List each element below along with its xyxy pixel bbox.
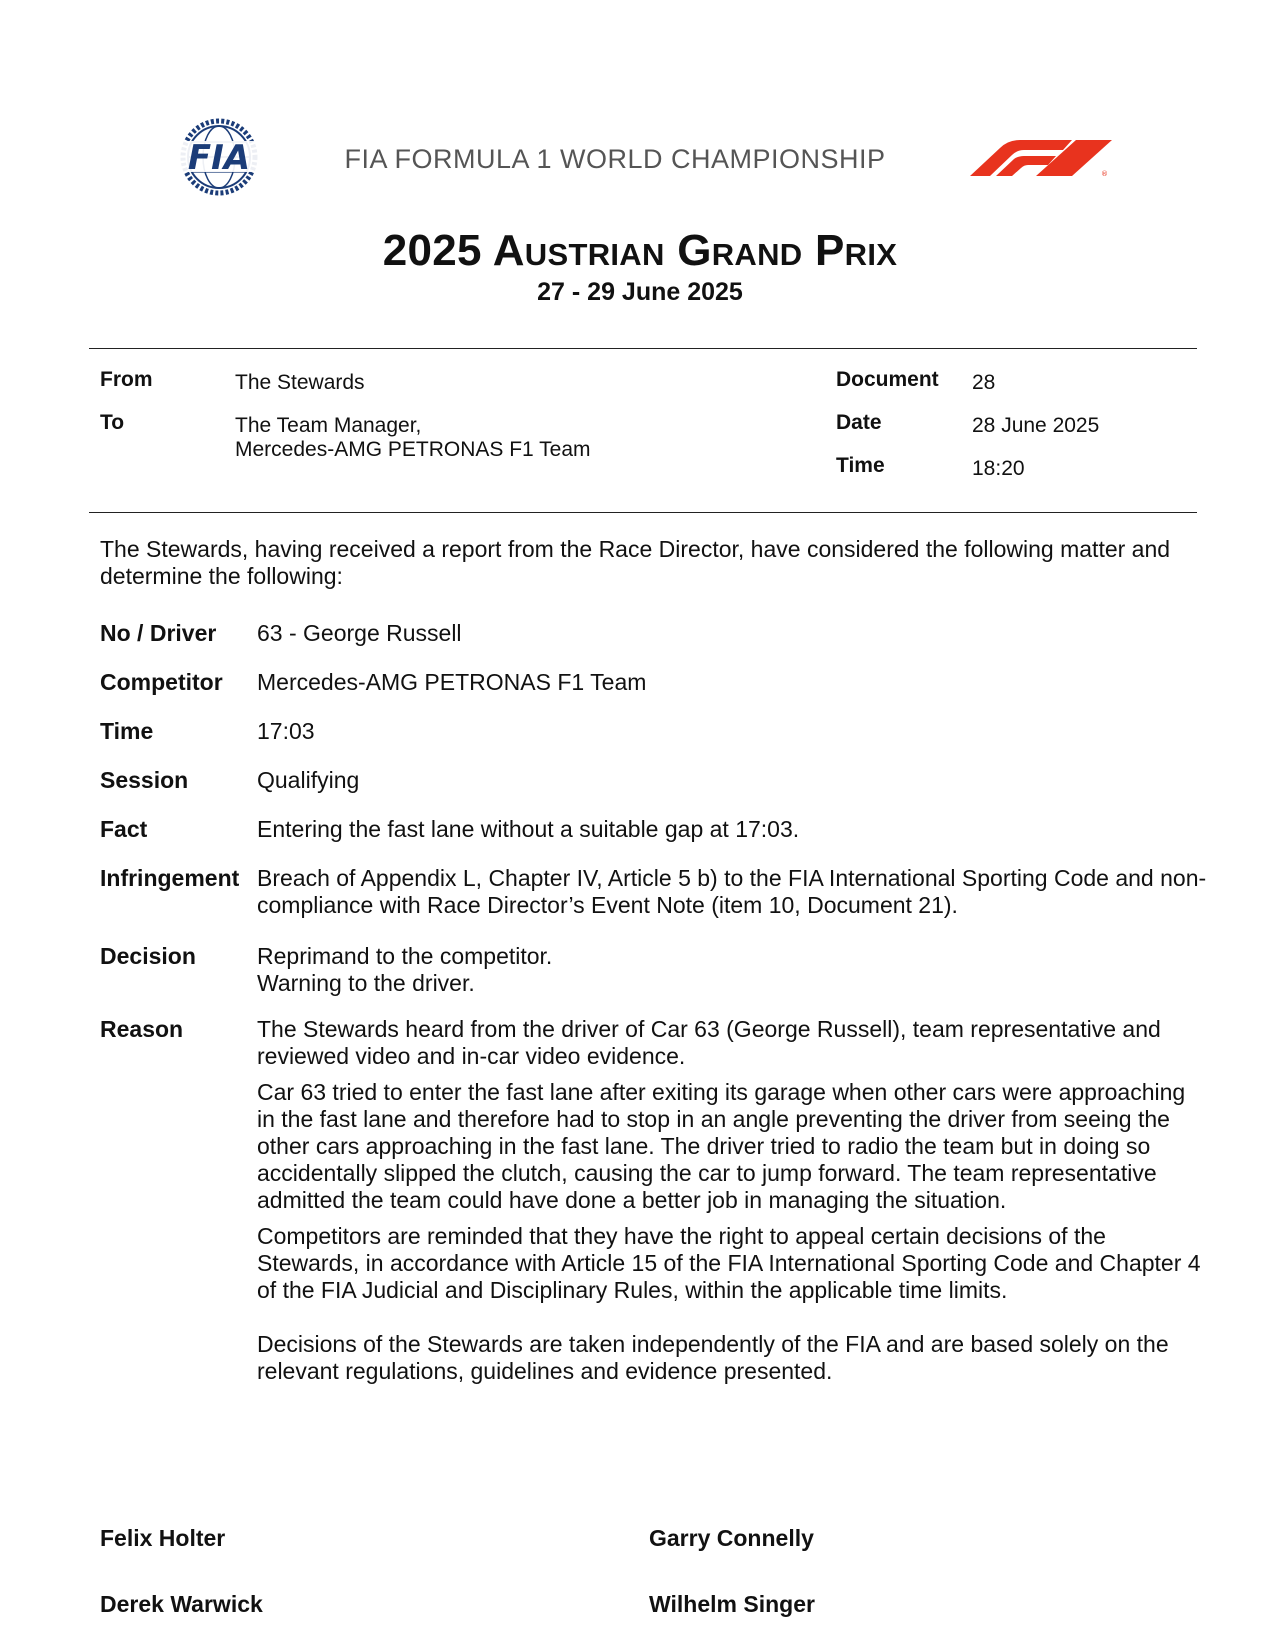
from-value: The Stewards	[235, 371, 365, 394]
session-label: Session	[100, 767, 189, 793]
decision-value	[257, 943, 1207, 997]
decision-line-1: Reprimand to the competitor.	[257, 943, 553, 969]
time-label: Time	[836, 454, 885, 477]
fia-logo-text: FIA	[187, 138, 251, 178]
intro-text: The Stewards, having received a report from the Race Director, have considered the following matter and determine the following:	[100, 536, 1171, 589]
independence-notice: Decisions of the Stewards are taken independently of the FIA and are based solely on the relevant regulations, guidelines and evidence presented.	[257, 1331, 1169, 1384]
incident-time-label: Time	[100, 718, 154, 744]
steward-name: Felix Holter	[100, 1525, 226, 1551]
infringement-value: Breach of Appendix L, Chapter IV, Article 5 b) to the FIA International Sporting Code and non-compliance with Race Director’s Event Note (item 10, Document 21).	[257, 865, 1207, 918]
competitor-label: Competitor	[100, 669, 223, 695]
document-header	[0, 118, 1280, 198]
divider-bottom	[89, 512, 1197, 513]
divider-top	[89, 348, 1197, 349]
date-value: 28 June 2025	[972, 414, 1100, 437]
decision-label: Decision	[100, 943, 196, 969]
incident-time-value: 17:03	[257, 718, 315, 744]
driver-value: 63 - George Russell	[257, 620, 462, 646]
driver-label: No / Driver	[100, 620, 217, 646]
reason-paragraph-2: Car 63 tried to enter the fast lane after exiting its garage when other cars were approaching in the fast lane and therefore had to stop in an angle preventing the driver from seeing the other cars approaching in the fast lane. The driver tried to radio the team but in doing so accidentally slipped the clutch, causing the car to jump forward. The team representative admitted the team could have done a better job in managing the situation.	[257, 1079, 1186, 1213]
infringement-label: Infringement	[100, 865, 240, 891]
reason-value	[257, 1016, 1207, 1394]
to-value-line-2: Mercedes-AMG PETRONAS F1 Team	[235, 438, 591, 461]
document-label: Document	[836, 368, 939, 391]
reason-label: Reason	[100, 1016, 184, 1042]
to-value	[235, 414, 591, 462]
time-value: 18:20	[972, 457, 1025, 480]
reason-paragraph-1: The Stewards heard from the driver of Car 63 (George Russell), team representative and reviewed video and in-car video evidence.	[257, 1016, 1161, 1069]
steward-name: Wilhelm Singer	[649, 1591, 815, 1617]
svg-text:®: ®	[1101, 170, 1108, 178]
event-dates: 27 - 29 June 2025	[537, 278, 743, 306]
f1-logo	[964, 136, 1120, 178]
steward-name: Derek Warwick	[100, 1591, 263, 1617]
steward-name: Garry Connelly	[649, 1525, 814, 1551]
fact-value: Entering the fast lane without a suitable gap at 17:03.	[257, 816, 800, 842]
decision-line-2: Warning to the driver.	[257, 970, 475, 996]
fia-logo	[166, 118, 272, 196]
from-label: From	[100, 368, 153, 391]
event-title: 2025 Austrian Grand Prix	[382, 226, 898, 275]
to-label: To	[100, 411, 125, 434]
appeal-notice: Competitors are reminded that they have the right to appeal certain decisions of the Stewards, in accordance with Article 15 of the FIA International Sporting Code and Chapter 4 of the FIA Judicial and Disciplinary Rules, within the applicable time limits.	[257, 1223, 1201, 1303]
date-label: Date	[836, 411, 882, 434]
championship-title: FIA FORMULA 1 WORLD CHAMPIONSHIP	[344, 144, 886, 174]
session-value: Qualifying	[257, 767, 360, 793]
fact-label: Fact	[100, 816, 148, 842]
competitor-value: Mercedes-AMG PETRONAS F1 Team	[257, 669, 647, 695]
to-value-line-1: The Team Manager,	[235, 414, 422, 437]
document-number: 28	[972, 371, 996, 394]
